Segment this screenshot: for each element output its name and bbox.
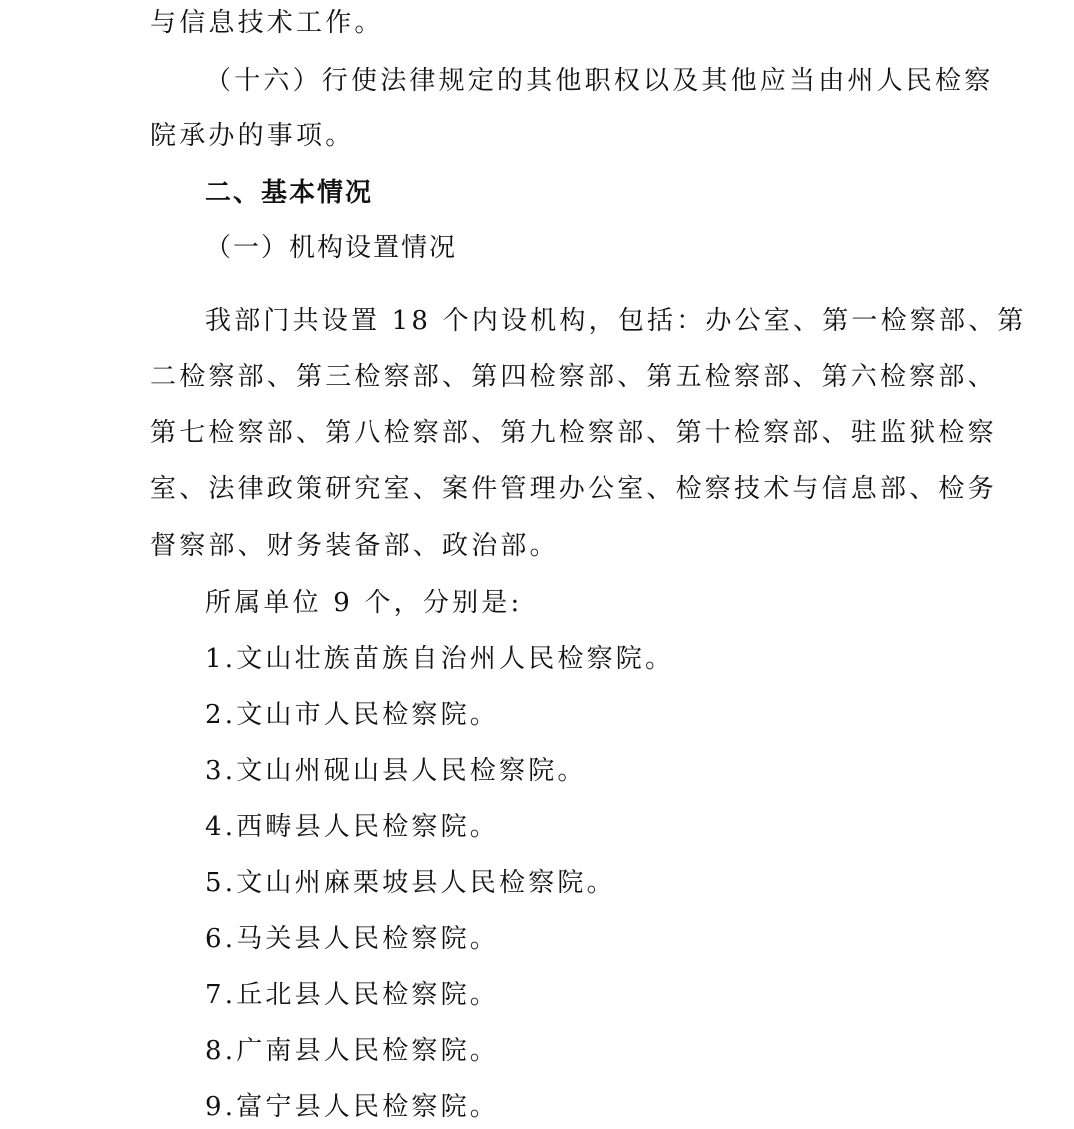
paragraph-line: 督察部、财务装备部、政治部。 [150,531,559,561]
list-item: 1.文山壮族苗族自治州人民检察院。 [205,644,675,674]
list-item: 7.丘北县人民检察院。 [205,980,500,1010]
list-item: 2.文山市人民检察院。 [205,700,500,730]
section-heading: 二、基本情况 [205,178,374,208]
list-item: 8.广南县人民检察院。 [205,1036,500,1066]
text-line: 与信息技术工作。 [150,8,384,38]
list-item: 3.文山州砚山县人民检察院。 [205,756,587,786]
text-line: （十六）行使法律规定的其他职权以及其他应当由州人民检察 [205,66,994,96]
list-item: 9.富宁县人民检察院。 [205,1092,500,1122]
units-intro: 所属单位 9 个，分别是: [205,588,523,618]
paragraph-line: 第七检察部、第八检察部、第九检察部、第十检察部、驻监狱检察 [150,418,997,448]
list-item: 5.文山州麻栗坡县人民检察院。 [205,868,616,898]
paragraph-line: 二检察部、第三检察部、第四检察部、第五检察部、第六检察部、 [150,362,997,392]
paragraph-line: 我部门共设置 18 个内设机构，包括：办公室、第一检察部、第 [205,306,1027,336]
text-line: 院承办的事项。 [150,121,355,151]
list-item: 4.西畴县人民检察院。 [205,812,500,842]
list-item: 6.马关县人民检察院。 [205,924,500,954]
subsection-heading: （一）机构设置情况 [205,233,458,263]
paragraph-line: 室、法律政策研究室、案件管理办公室、检察技术与信息部、检务 [150,474,997,504]
